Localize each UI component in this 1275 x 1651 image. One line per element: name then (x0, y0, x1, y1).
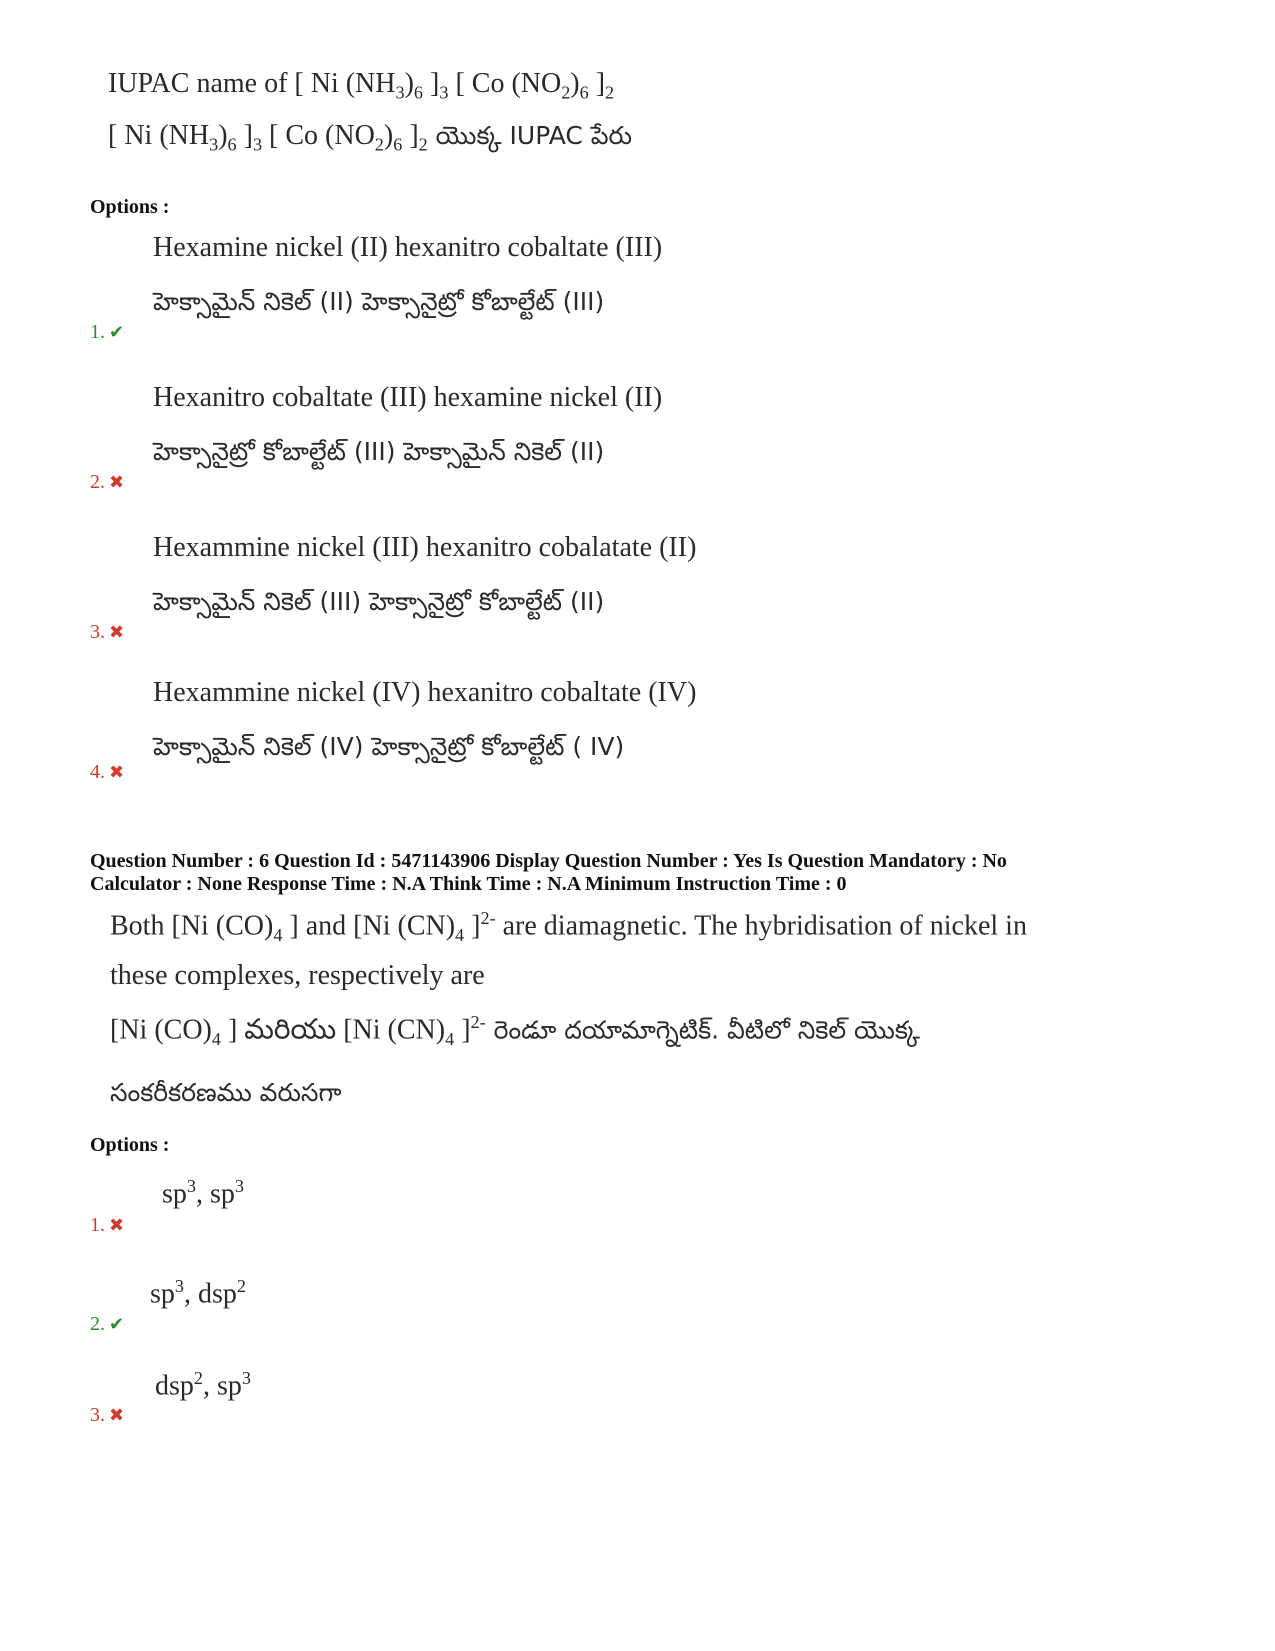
q5-option-4-english: Hexammine nickel (IV) hexanitro cobaltate (IV) (153, 677, 697, 708)
cross-icon: ✖ (109, 1215, 125, 1235)
q5-option-2-telugu: హెక్సానైట్రో కోబాల్టేట్ (III) హెక్సామైన్ నికెల్ (II) (153, 437, 605, 466)
cross-icon: ✖ (109, 762, 125, 782)
q5-option-2-english: Hexanitro cobaltate (III) hexamine nickel (II) (153, 382, 663, 413)
q5-option-4-telugu: హెక్సామైన్ నికెల్ (IV) హెక్సానైట్రో కోబాల్టేట్ ( IV) (153, 732, 625, 761)
q6-meta-line-2: Calculator : None Response Time : N.A Think Time : N.A Minimum Instruction Time : 0 (90, 873, 847, 895)
check-icon: ✔ (109, 322, 125, 342)
q5-option-1-english: Hexamine nickel (II) hexanitro cobaltate (III) (153, 232, 663, 263)
cross-icon: ✖ (109, 1405, 125, 1425)
q6-question-en-line-1: Both [Ni $(CO)_4$ ] and [Ni $(CN)_4$ ]$^{2-}$ are diamagnetic. The hybridisation of nickel in (110, 908, 1027, 945)
q5-option-2-number[interactable]: 2. ✖ (90, 471, 125, 493)
q6-option-3-number[interactable]: 3. ✖ (90, 1404, 125, 1426)
q6-meta-line-1: Question Number : 6 Question Id : 5471143906 Display Question Number : Yes Is Question Mandatory : No (90, 850, 1007, 872)
q5-options-label: Options : (90, 196, 170, 218)
q5-option-4-number[interactable]: 4. ✖ (90, 761, 125, 783)
q5-question-line-2-telugu: [ Ni $(NH_3)_6$ ]$_3$ [ Co $(NO_2)_6$ ]$_2$ యొక్క IUPAC పేరు (108, 120, 633, 155)
q6-question-te-line-1: [Ni $(CO)_4$ ] మరియు [Ni $(CN)_4$ ]$^{2-}$ రెండూ దయామాగ్నెటిక్. వీటిలో నికెల్ యొక్క (110, 1012, 920, 1049)
q6-option-3-text: dsp$^2$, $sp^3$ (155, 1368, 251, 1402)
q5-option-3-number[interactable]: 3. ✖ (90, 621, 125, 643)
cross-icon: ✖ (109, 622, 125, 642)
cross-icon: ✖ (109, 472, 125, 492)
q6-option-2-text: $sp^3$, dsp$^2$ (150, 1276, 246, 1310)
q6-option-1-text: $sp^3$, $sp^3$ (162, 1176, 244, 1210)
q5-option-1-number[interactable]: 1. ✔ (90, 321, 125, 343)
q6-option-1-number[interactable]: 1. ✖ (90, 1214, 125, 1236)
q6-option-2-number[interactable]: 2. ✔ (90, 1313, 125, 1335)
check-icon: ✔ (109, 1314, 125, 1334)
q5-option-3-english: Hexammine nickel (III) hexanitro cobalatate (II) (153, 532, 697, 563)
q6-question-te-line-2: సంకరీకరణము వరుసగా (110, 1078, 342, 1107)
q5-option-1-telugu: హెక్సామైన్ నికెల్ (II) హెక్సానైట్రో కోబాల్టేట్ (III) (153, 287, 605, 316)
q5-question-line-1: IUPAC name of [ Ni $(NH_3)_6$ ]$_3$ [ Co $(NO_2)_6$ ]$_2$ (108, 68, 615, 103)
q6-options-label: Options : (90, 1134, 170, 1156)
q6-question-en-line-2: these complexes, respectively are (110, 960, 485, 991)
q5-option-3-telugu: హెక్సామైన్ నికెల్ (III) హెక్సానైట్రో కోబాల్టేట్ (II) (153, 587, 605, 616)
